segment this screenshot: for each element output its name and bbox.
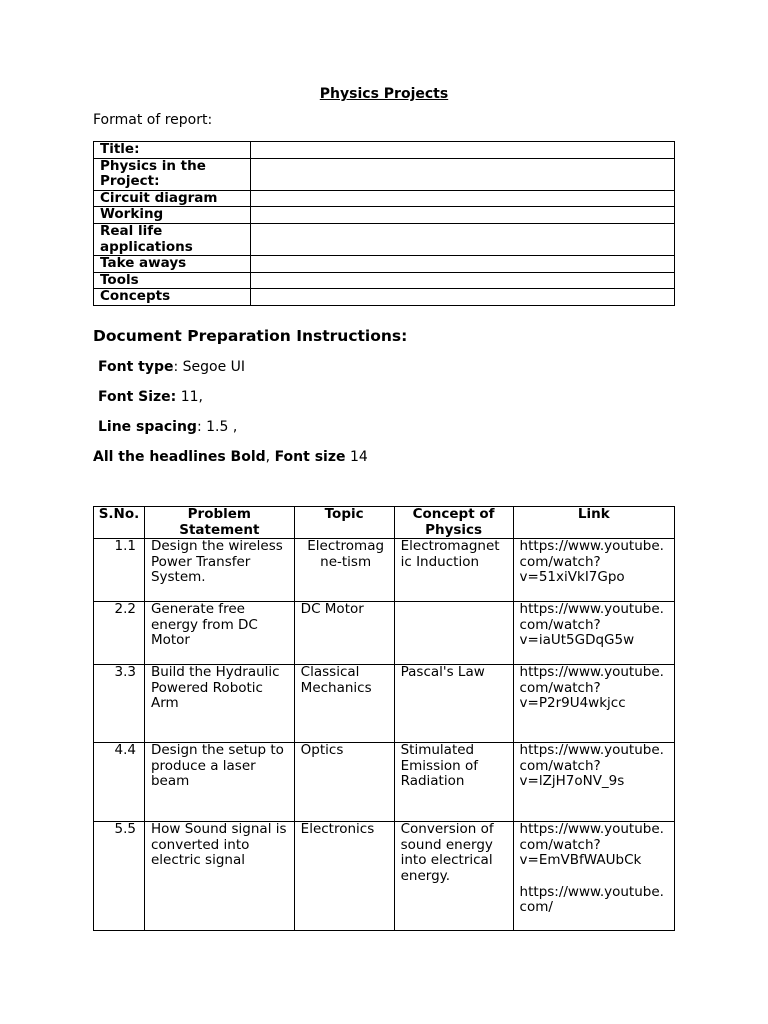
format-value-cell[interactable] xyxy=(251,272,675,289)
format-key: Tools xyxy=(94,272,251,289)
line-spacing-line xyxy=(98,419,237,435)
video-link-2[interactable]: https://www.youtube.com/ xyxy=(519,883,664,916)
row-sno: 4.4 xyxy=(94,743,145,822)
projects-header-row xyxy=(94,507,675,539)
row-sno: 5.5 xyxy=(94,822,145,931)
header-concept: Concept of Physics xyxy=(394,507,513,539)
font-type-line xyxy=(98,359,245,375)
row-problem: Build the Hydraulic Powered Robotic Arm xyxy=(144,665,294,743)
table-row xyxy=(94,602,675,665)
row-concept: Conversion of sound energy into electrical energy. xyxy=(394,822,513,931)
format-row-physics xyxy=(94,158,675,190)
row-problem: Generate free energy from DC Motor xyxy=(144,602,294,665)
format-row-applications xyxy=(94,223,675,255)
format-value-cell[interactable] xyxy=(251,289,675,306)
font-type-label: Font type xyxy=(98,359,174,375)
format-key: Working xyxy=(94,207,251,224)
header-sno: S.No. xyxy=(94,507,145,539)
row-concept: Electromagnet ic Induction xyxy=(394,539,513,602)
row-sno: 3.3 xyxy=(94,665,145,743)
row-problem: How Sound signal is converted into electric signal xyxy=(144,822,294,931)
video-link[interactable]: https://www.youtube.com/watch?v=51xiVkI7Gpo xyxy=(519,538,664,586)
format-value-cell[interactable] xyxy=(251,142,675,159)
font-type-value: : Segoe UI xyxy=(173,359,246,375)
font-size-line xyxy=(98,389,203,405)
table-row xyxy=(94,743,675,822)
row-link xyxy=(513,665,674,743)
font-size-label: Font Size: xyxy=(98,389,177,405)
page-title: Physics Projects xyxy=(319,86,449,102)
header-topic: Topic xyxy=(294,507,394,539)
row-concept: Pascal's Law xyxy=(394,665,513,743)
link-gap xyxy=(520,869,671,885)
format-row-concepts xyxy=(94,289,675,306)
format-row-circuit xyxy=(94,190,675,207)
format-label: Format of report: xyxy=(93,112,213,128)
row-link xyxy=(513,602,674,665)
video-link[interactable]: https://www.youtube.com/watch?v=iaUt5GDqG5w xyxy=(519,601,664,649)
video-link[interactable]: https://www.youtube.com/watch?v=EmVBfWAUbCk xyxy=(519,821,664,869)
row-link xyxy=(513,822,674,931)
row-problem: Design the setup to produce a laser beam xyxy=(144,743,294,822)
headlines-sep: , xyxy=(265,449,275,465)
row-sno: 1.1 xyxy=(94,539,145,602)
table-row xyxy=(94,822,675,931)
row-link xyxy=(513,743,674,822)
headlines-line xyxy=(93,449,368,465)
projects-table xyxy=(93,506,675,931)
format-row-working xyxy=(94,207,675,224)
video-link[interactable]: https://www.youtube.com/watch?v=P2r9U4wkjcc xyxy=(519,664,664,712)
format-key: Concepts xyxy=(94,289,251,306)
format-table xyxy=(93,141,675,306)
format-value-cell[interactable] xyxy=(251,256,675,273)
headlines-label: All the headlines Bold xyxy=(93,449,266,465)
format-key: Title: xyxy=(94,142,251,159)
font-size-value: 11, xyxy=(176,389,203,405)
line-spacing-label: Line spacing xyxy=(98,419,197,435)
line-spacing-value: : 1.5 , xyxy=(196,419,238,435)
format-row-takeaways xyxy=(94,256,675,273)
row-problem: Design the wireless Power Transfer System. xyxy=(144,539,294,602)
row-concept xyxy=(394,602,513,665)
row-topic: DC Motor xyxy=(294,602,394,665)
row-topic: Classical Mechanics xyxy=(294,665,394,743)
row-topic: Electronics xyxy=(294,822,394,931)
table-row xyxy=(94,539,675,602)
format-value-cell[interactable] xyxy=(251,190,675,207)
header-problem: Problem Statement xyxy=(144,507,294,539)
headlines-font-label: Font size xyxy=(274,449,346,465)
row-topic: Optics xyxy=(294,743,394,822)
format-value-cell[interactable] xyxy=(251,223,675,255)
format-key: Take aways xyxy=(94,256,251,273)
format-key: Real life applications xyxy=(94,223,251,255)
format-key: Circuit diagram xyxy=(94,190,251,207)
instructions-heading: Document Preparation Instructions: xyxy=(93,327,408,345)
format-row-tools xyxy=(94,272,675,289)
format-value-cell[interactable] xyxy=(251,207,675,224)
row-sno: 2.2 xyxy=(94,602,145,665)
headlines-font-value: 14 xyxy=(345,449,368,465)
header-link: Link xyxy=(513,507,674,539)
format-value-cell[interactable] xyxy=(251,158,675,190)
table-row xyxy=(94,665,675,743)
format-key: Physics in the Project: xyxy=(94,158,251,190)
row-topic: Electromag ne-tism xyxy=(294,539,394,602)
row-concept: Stimulated Emission of Radiation xyxy=(394,743,513,822)
format-row-title xyxy=(94,142,675,159)
row-link xyxy=(513,539,674,602)
video-link[interactable]: https://www.youtube.com/watch?v=lZjH7oNV_9s xyxy=(519,742,664,790)
